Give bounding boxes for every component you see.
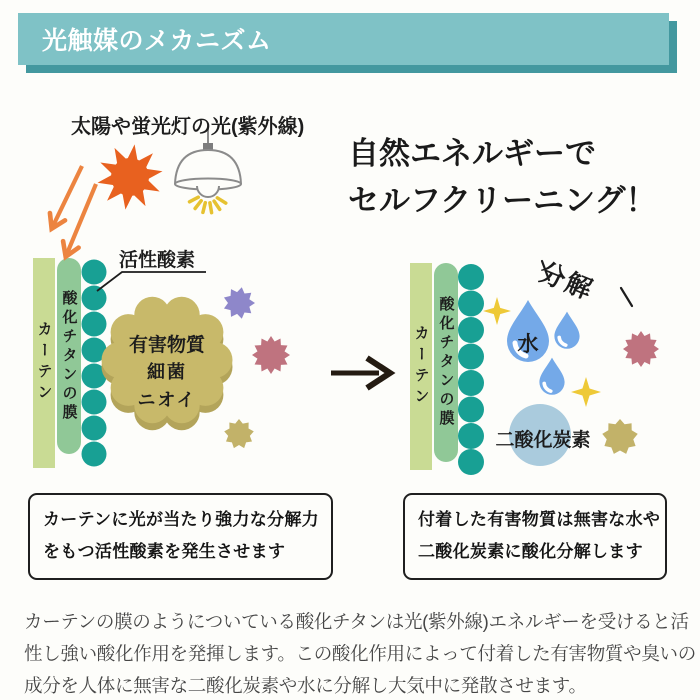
co2-label: 二酸化炭素 bbox=[495, 430, 591, 451]
page-title: 光触媒のメカニズム bbox=[42, 27, 272, 55]
water-label: 水 bbox=[517, 333, 539, 356]
arrow-right-icon bbox=[331, 358, 390, 388]
headline-line1: 自然エネルギーで bbox=[348, 136, 596, 171]
caption-box-before bbox=[28, 493, 333, 580]
blob-label-bacteria: 細菌 bbox=[147, 362, 187, 382]
curtain-label-before: カーテン bbox=[35, 321, 53, 405]
uv-arrow-icon bbox=[52, 166, 96, 256]
sparkle-icon-1 bbox=[483, 297, 511, 325]
light-source-label: 太陽や蛍光灯の光(紫外線) bbox=[71, 116, 305, 138]
germ-star-icon-pink-before bbox=[252, 336, 290, 374]
footer-line3: 成分を人体に無害な二酸化炭素や水に分解し大気中に発散させます。 bbox=[24, 675, 587, 696]
film-label-before: 酸化チタンの膜 bbox=[60, 289, 78, 423]
headline bbox=[348, 130, 656, 224]
footer-line2: 性し強い酸化作用を発揮します。この酸化作用によって付着した有害物質や臭いの bbox=[24, 643, 696, 664]
active-oxygen-pointer-line bbox=[97, 272, 206, 291]
caption-before-line1: カーテンに光が当たり強力な分解力 bbox=[43, 510, 319, 529]
footer-line1: カーテンの膜のようについている酸化チタンは光(紫外線)エネルギーを受けると活 bbox=[24, 611, 689, 632]
film-label-after: 酸化チタンの膜 bbox=[437, 296, 455, 429]
blob-label-odor: ニオイ bbox=[137, 390, 197, 410]
curtain-label-after: カーテン bbox=[412, 324, 430, 409]
water-drop-icon-small bbox=[539, 358, 564, 395]
sun-icon bbox=[98, 144, 163, 209]
caption-after-line1: 付着した有害物質は無害な水や bbox=[418, 510, 661, 529]
lamp-light-rays-icon bbox=[190, 197, 226, 213]
decompose-label: 分解 bbox=[534, 256, 599, 306]
germ-star-icon-purple bbox=[224, 287, 255, 319]
germ-star-icon-pink-after bbox=[623, 331, 659, 367]
active-oxygen-label: 活性酸素 bbox=[119, 250, 196, 271]
caption-box-after bbox=[403, 493, 667, 580]
footer-paragraph bbox=[24, 606, 696, 700]
headline-line2: セルフクリーニング！ bbox=[348, 183, 657, 218]
blob-label-harmful: 有害物質 bbox=[128, 335, 205, 356]
header-banner bbox=[18, 13, 669, 65]
caption-before-line2: をもつ活性酸素を発生させます bbox=[43, 542, 286, 561]
sparkle-icon-2 bbox=[571, 377, 601, 407]
caption-after-line2: 二酸化炭素に酸化分解します bbox=[418, 542, 643, 561]
water-drop-icon-medium bbox=[554, 312, 579, 349]
germ-star-icon-khaki-before bbox=[224, 419, 254, 448]
